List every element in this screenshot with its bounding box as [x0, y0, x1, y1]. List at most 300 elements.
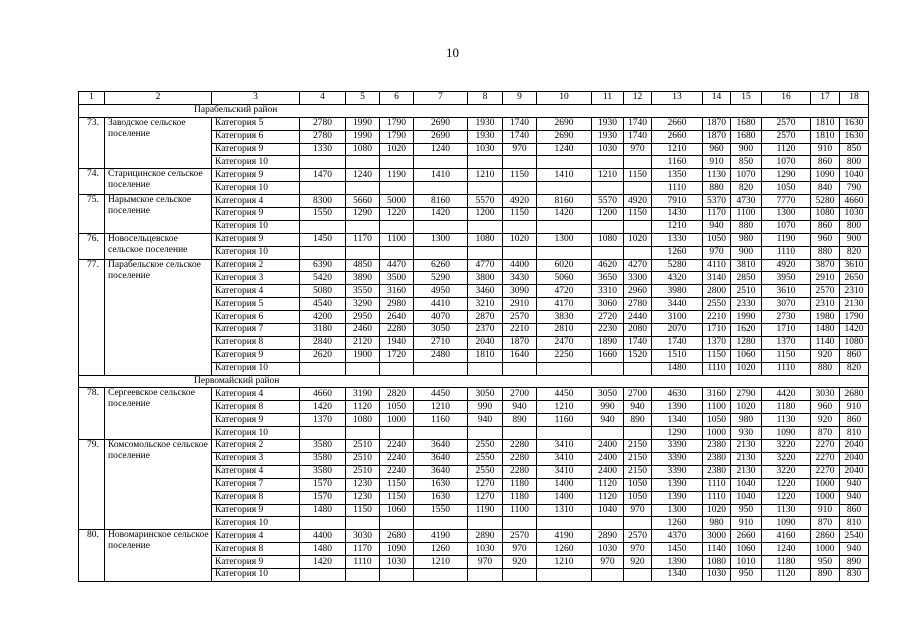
tariff-value: 4170	[537, 298, 592, 311]
tariff-value: 1080	[703, 556, 731, 569]
tariff-value: 4540	[300, 298, 346, 311]
category-label: Категория 4	[212, 388, 300, 401]
tariff-value: 1030	[468, 143, 503, 156]
tariff-value: 1430	[652, 208, 703, 221]
tariff-value: 1900	[346, 349, 380, 362]
tariff-value: 880	[811, 246, 840, 259]
tariff-value: 900	[731, 143, 762, 156]
tariff-value: 2510	[346, 452, 380, 465]
category-label: Категория 3	[212, 452, 300, 465]
tariff-value: 1180	[762, 556, 811, 569]
tariff-value: 960	[703, 143, 731, 156]
tariff-value: 1140	[703, 543, 731, 556]
tariff-value: 880	[811, 362, 840, 375]
tariff-value: 3640	[414, 452, 468, 465]
tariff-value: 2660	[731, 530, 762, 543]
tariff-value	[537, 182, 592, 195]
tariff-value	[537, 568, 592, 581]
tariff-value: 3640	[414, 440, 468, 453]
tariff-value: 5570	[468, 195, 503, 208]
tariff-value: 2240	[380, 440, 414, 453]
tariff-value	[346, 246, 380, 259]
tariff-value: 1480	[300, 543, 346, 556]
tariff-value: 1110	[703, 478, 731, 491]
tariff-value: 3220	[762, 452, 811, 465]
tariff-value: 3100	[652, 311, 703, 324]
tariff-value: 920	[811, 414, 840, 427]
tariff-value: 1150	[346, 504, 380, 517]
category-label: Категория 5	[212, 117, 300, 130]
tariff-value: 2400	[592, 452, 624, 465]
tariff-value	[537, 362, 592, 375]
tariff-value: 1210	[652, 143, 703, 156]
tariff-value: 4770	[468, 259, 503, 272]
tariff-value: 2040	[840, 440, 869, 453]
tariff-value: 1450	[300, 233, 346, 246]
tariff-value: 1740	[624, 130, 652, 143]
column-number-header	[79, 92, 869, 105]
tariff-value: 1260	[652, 246, 703, 259]
tariff-value: 950	[811, 556, 840, 569]
tariff-value: 1480	[811, 324, 840, 337]
tariff-value: 1630	[414, 478, 468, 491]
tariff-value: 1120	[592, 491, 624, 504]
tariff-value	[537, 246, 592, 259]
tariff-value: 1160	[414, 414, 468, 427]
tariff-value: 2700	[624, 388, 652, 401]
tariff-value	[300, 182, 346, 195]
tariff-value: 900	[840, 233, 869, 246]
tariff-value: 1060	[731, 349, 762, 362]
page-number: 10	[446, 45, 459, 60]
tariff-value: 1170	[346, 543, 380, 556]
tariff-value: 1630	[840, 117, 869, 130]
tariff-value: 1400	[537, 491, 592, 504]
tariff-value: 2380	[703, 440, 731, 453]
tariff-value: 1330	[300, 143, 346, 156]
tariff-value: 1870	[703, 117, 731, 130]
tariff-value	[346, 362, 380, 375]
tariff-value: 1330	[652, 233, 703, 246]
tariff-value: 1210	[537, 556, 592, 569]
tariff-value: 1100	[731, 208, 762, 221]
tariff-value: 1350	[652, 169, 703, 182]
tariff-value: 3070	[762, 298, 811, 311]
tariff-value: 2540	[840, 530, 869, 543]
tariff-value: 3300	[624, 272, 652, 285]
tariff-value: 3000	[703, 530, 731, 543]
tariff-value: 1020	[703, 504, 731, 517]
tariff-value: 2070	[652, 324, 703, 337]
tariff-value: 4470	[380, 259, 414, 272]
tariff-value: 3650	[592, 272, 624, 285]
tariff-value	[414, 220, 468, 233]
tariff-value: 3810	[731, 259, 762, 272]
tariff-value: 1060	[731, 543, 762, 556]
category-label: Категория 10	[212, 362, 300, 375]
tariff-value: 800	[840, 220, 869, 233]
tariff-value: 860	[840, 349, 869, 362]
tariff-value: 1120	[762, 143, 811, 156]
tariff-value	[468, 362, 503, 375]
tariff-value: 1420	[537, 208, 592, 221]
tariff-value	[624, 568, 652, 581]
tariff-value: 1100	[380, 233, 414, 246]
tariff-value: 2440	[624, 311, 652, 324]
tariff-value: 4450	[414, 388, 468, 401]
tariff-value: 3050	[592, 388, 624, 401]
tariff-value: 5420	[300, 272, 346, 285]
tariff-value: 1060	[380, 504, 414, 517]
tariff-value: 3160	[380, 285, 414, 298]
tariff-value: 990	[468, 401, 503, 414]
tariff-value: 1420	[300, 556, 346, 569]
tariff-value: 1260	[414, 543, 468, 556]
tariff-value: 6020	[537, 259, 592, 272]
tariff-value: 2780	[300, 117, 346, 130]
tariff-value: 3870	[811, 259, 840, 272]
tariff-value: 2700	[503, 388, 537, 401]
tariff-value: 1790	[840, 311, 869, 324]
tariff-value: 2280	[503, 465, 537, 478]
tariff-value: 2720	[592, 311, 624, 324]
tariff-value: 3410	[537, 452, 592, 465]
category-label: Категория 7	[212, 324, 300, 337]
tariff-value: 3440	[652, 298, 703, 311]
tariff-value: 1570	[300, 491, 346, 504]
tariff-value: 940	[840, 478, 869, 491]
tariff-value: 2870	[468, 311, 503, 324]
tariff-value: 4370	[652, 530, 703, 543]
tariff-value: 2840	[300, 336, 346, 349]
tariff-value: 1290	[762, 169, 811, 182]
tariff-value: 4410	[414, 298, 468, 311]
region-row	[79, 104, 869, 117]
tariff-value: 1790	[380, 117, 414, 130]
tariff-value: 4070	[414, 311, 468, 324]
tariff-value: 1260	[652, 517, 703, 530]
tariff-value: 1110	[762, 246, 811, 259]
tariff-value: 2400	[592, 440, 624, 453]
tariff-value: 2270	[811, 452, 840, 465]
tariff-value	[300, 427, 346, 440]
tariff-value	[300, 246, 346, 259]
tariff-value: 1180	[503, 478, 537, 491]
category-label: Категория 8	[212, 491, 300, 504]
tariff-value	[503, 517, 537, 530]
tariff-value: 3060	[592, 298, 624, 311]
tariff-value	[537, 220, 592, 233]
tariff-value: 1810	[468, 349, 503, 362]
tariff-value: 2690	[414, 117, 468, 130]
tariff-value: 1040	[731, 491, 762, 504]
tariff-value: 2150	[624, 465, 652, 478]
tariff-value: 1420	[840, 324, 869, 337]
tariff-value: 2280	[503, 440, 537, 453]
tariff-value: 920	[811, 349, 840, 362]
tariff-value: 970	[703, 246, 731, 259]
tariff-value: 1630	[414, 491, 468, 504]
tariff-value: 1230	[346, 478, 380, 491]
tariff-value: 2690	[414, 130, 468, 143]
tariff-value: 1040	[840, 169, 869, 182]
table-row	[79, 117, 869, 130]
tariff-value: 2380	[703, 465, 731, 478]
tariff-value: 2250	[537, 349, 592, 362]
tariff-value	[468, 182, 503, 195]
tariff-value: 910	[731, 517, 762, 530]
tariff-value: 2980	[380, 298, 414, 311]
category-label: Категория 8	[212, 401, 300, 414]
tariff-value: 3210	[468, 298, 503, 311]
tariff-value: 2120	[346, 336, 380, 349]
tariff-value: 1050	[703, 414, 731, 427]
tariff-value: 1300	[414, 233, 468, 246]
tariff-value: 2680	[380, 530, 414, 543]
tariff-value	[503, 568, 537, 581]
tariff-value	[537, 156, 592, 169]
tariff-value: 1520	[624, 349, 652, 362]
tariff-value: 1370	[703, 336, 731, 349]
tariff-value	[592, 182, 624, 195]
tariff-value: 2280	[380, 324, 414, 337]
tariff-value: 1990	[731, 311, 762, 324]
tariff-value: 830	[840, 568, 869, 581]
tariff-value: 4190	[414, 530, 468, 543]
tariff-value: 1180	[762, 401, 811, 414]
tariff-value: 5280	[811, 195, 840, 208]
tariff-value: 2820	[380, 388, 414, 401]
tariff-value	[624, 182, 652, 195]
tariff-value	[592, 427, 624, 440]
tariff-value: 4400	[300, 530, 346, 543]
column-number: 2	[105, 92, 212, 105]
tariff-value: 1280	[731, 336, 762, 349]
tariff-value: 860	[811, 156, 840, 169]
settlement-number: 74.	[79, 169, 105, 195]
category-label: Категория 3	[212, 272, 300, 285]
tariff-value: 3410	[537, 440, 592, 453]
tariff-value: 1070	[762, 220, 811, 233]
tariff-value	[592, 362, 624, 375]
tariff-value: 2040	[468, 336, 503, 349]
tariff-value: 1000	[703, 427, 731, 440]
tariff-value: 970	[503, 143, 537, 156]
tariff-value: 1050	[703, 233, 731, 246]
tariff-value: 1130	[762, 414, 811, 427]
tariff-value: 1130	[703, 169, 731, 182]
tariff-value: 1150	[624, 169, 652, 182]
tariff-value: 1180	[503, 491, 537, 504]
tariff-value	[414, 517, 468, 530]
tariff-value: 7910	[652, 195, 703, 208]
tariff-value: 1000	[380, 414, 414, 427]
category-label: Категория 6	[212, 130, 300, 143]
tariff-value: 5290	[414, 272, 468, 285]
column-number: 8	[468, 92, 503, 105]
tariff-value: 1090	[380, 543, 414, 556]
column-number: 6	[380, 92, 414, 105]
tariff-value: 1410	[414, 169, 468, 182]
tariff-value: 8160	[414, 195, 468, 208]
tariff-value: 2660	[652, 117, 703, 130]
tariff-value: 860	[811, 220, 840, 233]
tariff-value	[624, 427, 652, 440]
tariff-value	[468, 220, 503, 233]
tariff-value: 1660	[592, 349, 624, 362]
tariff-value: 1170	[346, 233, 380, 246]
tariff-value	[380, 427, 414, 440]
tariff-value: 1000	[811, 491, 840, 504]
tariff-value: 1980	[811, 311, 840, 324]
tariff-value: 3460	[468, 285, 503, 298]
category-label: Категория 9	[212, 169, 300, 182]
tariff-value: 1410	[537, 169, 592, 182]
tariff-value: 1190	[762, 233, 811, 246]
tariff-value: 1470	[300, 169, 346, 182]
category-label: Категория 5	[212, 298, 300, 311]
settlement-number: 77.	[79, 259, 105, 375]
tariff-value: 3580	[300, 440, 346, 453]
tariff-value: 7770	[762, 195, 811, 208]
tariff-value: 4450	[537, 388, 592, 401]
tariff-value: 2370	[468, 324, 503, 337]
tariff-value: 860	[840, 504, 869, 517]
tariff-value: 910	[703, 156, 731, 169]
tariff-value: 2130	[840, 298, 869, 311]
tariff-value: 1070	[762, 156, 811, 169]
tariff-value: 2550	[468, 452, 503, 465]
tariff-value: 890	[840, 556, 869, 569]
tariff-value: 1300	[652, 504, 703, 517]
tariff-value: 1290	[652, 427, 703, 440]
category-label: Категория 4	[212, 285, 300, 298]
category-label: Категория 2	[212, 259, 300, 272]
tariff-value	[503, 246, 537, 259]
tariff-value	[346, 517, 380, 530]
tariff-value	[414, 362, 468, 375]
tariff-value: 820	[840, 362, 869, 375]
tariff-value: 2310	[840, 285, 869, 298]
tariff-value: 800	[840, 156, 869, 169]
tariff-value: 4630	[652, 388, 703, 401]
tariff-value: 1790	[380, 130, 414, 143]
tariff-value: 1120	[762, 568, 811, 581]
settlement-name: Нарымское сельское поселение	[105, 195, 212, 234]
tariff-value	[592, 220, 624, 233]
tariff-value: 3550	[346, 285, 380, 298]
tariff-value: 1680	[731, 130, 762, 143]
tariff-value: 6390	[300, 259, 346, 272]
tariff-value	[346, 182, 380, 195]
tariff-value: 940	[592, 414, 624, 427]
tariff-value: 970	[624, 504, 652, 517]
tariff-value	[503, 156, 537, 169]
settlement-name: Новосельцевское сельское поселение	[105, 233, 212, 259]
tariff-value: 5000	[380, 195, 414, 208]
tariff-value: 2510	[731, 285, 762, 298]
tariff-value: 890	[811, 568, 840, 581]
tariff-value: 3050	[414, 324, 468, 337]
tariff-value: 1680	[731, 117, 762, 130]
tariff-value: 950	[731, 504, 762, 517]
tariff-value: 2780	[624, 298, 652, 311]
tariff-value: 1030	[592, 543, 624, 556]
tariff-value: 880	[703, 182, 731, 195]
tariff-value	[414, 246, 468, 259]
category-label: Категория 9	[212, 504, 300, 517]
column-number: 3	[212, 92, 300, 105]
tariff-value: 1080	[592, 233, 624, 246]
tariff-value: 940	[840, 491, 869, 504]
tariff-value: 870	[811, 427, 840, 440]
tariff-value: 1110	[703, 491, 731, 504]
tariff-value: 3220	[762, 465, 811, 478]
settlement-name: Сергеевское сельское поселение	[105, 388, 212, 440]
region-name: Парабельский район	[79, 104, 869, 117]
tariff-value: 3580	[300, 452, 346, 465]
tariff-value	[468, 156, 503, 169]
table-row	[79, 530, 869, 543]
tariff-value: 1210	[414, 401, 468, 414]
tariff-value: 2230	[592, 324, 624, 337]
tariff-value: 1340	[652, 568, 703, 581]
settlement-number: 73.	[79, 117, 105, 169]
tariff-value: 2910	[811, 272, 840, 285]
tariff-value: 2730	[762, 311, 811, 324]
tariff-value: 4920	[503, 195, 537, 208]
tariff-value: 1720	[380, 349, 414, 362]
tariff-value	[380, 517, 414, 530]
tariff-value: 1150	[380, 478, 414, 491]
tariff-value: 4400	[503, 259, 537, 272]
tariff-value	[346, 220, 380, 233]
tariff-value	[380, 220, 414, 233]
tariff-value: 2570	[624, 530, 652, 543]
tariff-value: 1090	[811, 169, 840, 182]
tariff-value: 1110	[762, 362, 811, 375]
tariff-value: 1050	[624, 478, 652, 491]
column-number: 11	[592, 92, 624, 105]
category-label: Категория 10	[212, 220, 300, 233]
tariff-value: 1570	[300, 478, 346, 491]
tariff-value: 2650	[840, 272, 869, 285]
tariff-value: 1080	[811, 208, 840, 221]
tariff-value: 4730	[731, 195, 762, 208]
tariff-value: 1270	[468, 478, 503, 491]
tariff-value: 940	[703, 220, 731, 233]
tariff-value: 5060	[537, 272, 592, 285]
tariff-value: 2860	[811, 530, 840, 543]
tariff-value	[624, 517, 652, 530]
tariff-value: 1110	[652, 182, 703, 195]
tariff-value: 2130	[731, 440, 762, 453]
tariff-value: 1640	[503, 349, 537, 362]
tariff-value: 1080	[346, 143, 380, 156]
column-number: 4	[300, 92, 346, 105]
tariff-value	[503, 220, 537, 233]
category-label: Категория 8	[212, 543, 300, 556]
tariff-value: 4620	[592, 259, 624, 272]
tariff-value	[503, 182, 537, 195]
tariff-value	[380, 182, 414, 195]
tariff-value: 840	[811, 182, 840, 195]
tariff-value: 980	[703, 517, 731, 530]
tariff-value: 1740	[652, 336, 703, 349]
category-label: Категория 9	[212, 143, 300, 156]
tariff-value: 970	[592, 556, 624, 569]
tariff-value: 3610	[762, 285, 811, 298]
